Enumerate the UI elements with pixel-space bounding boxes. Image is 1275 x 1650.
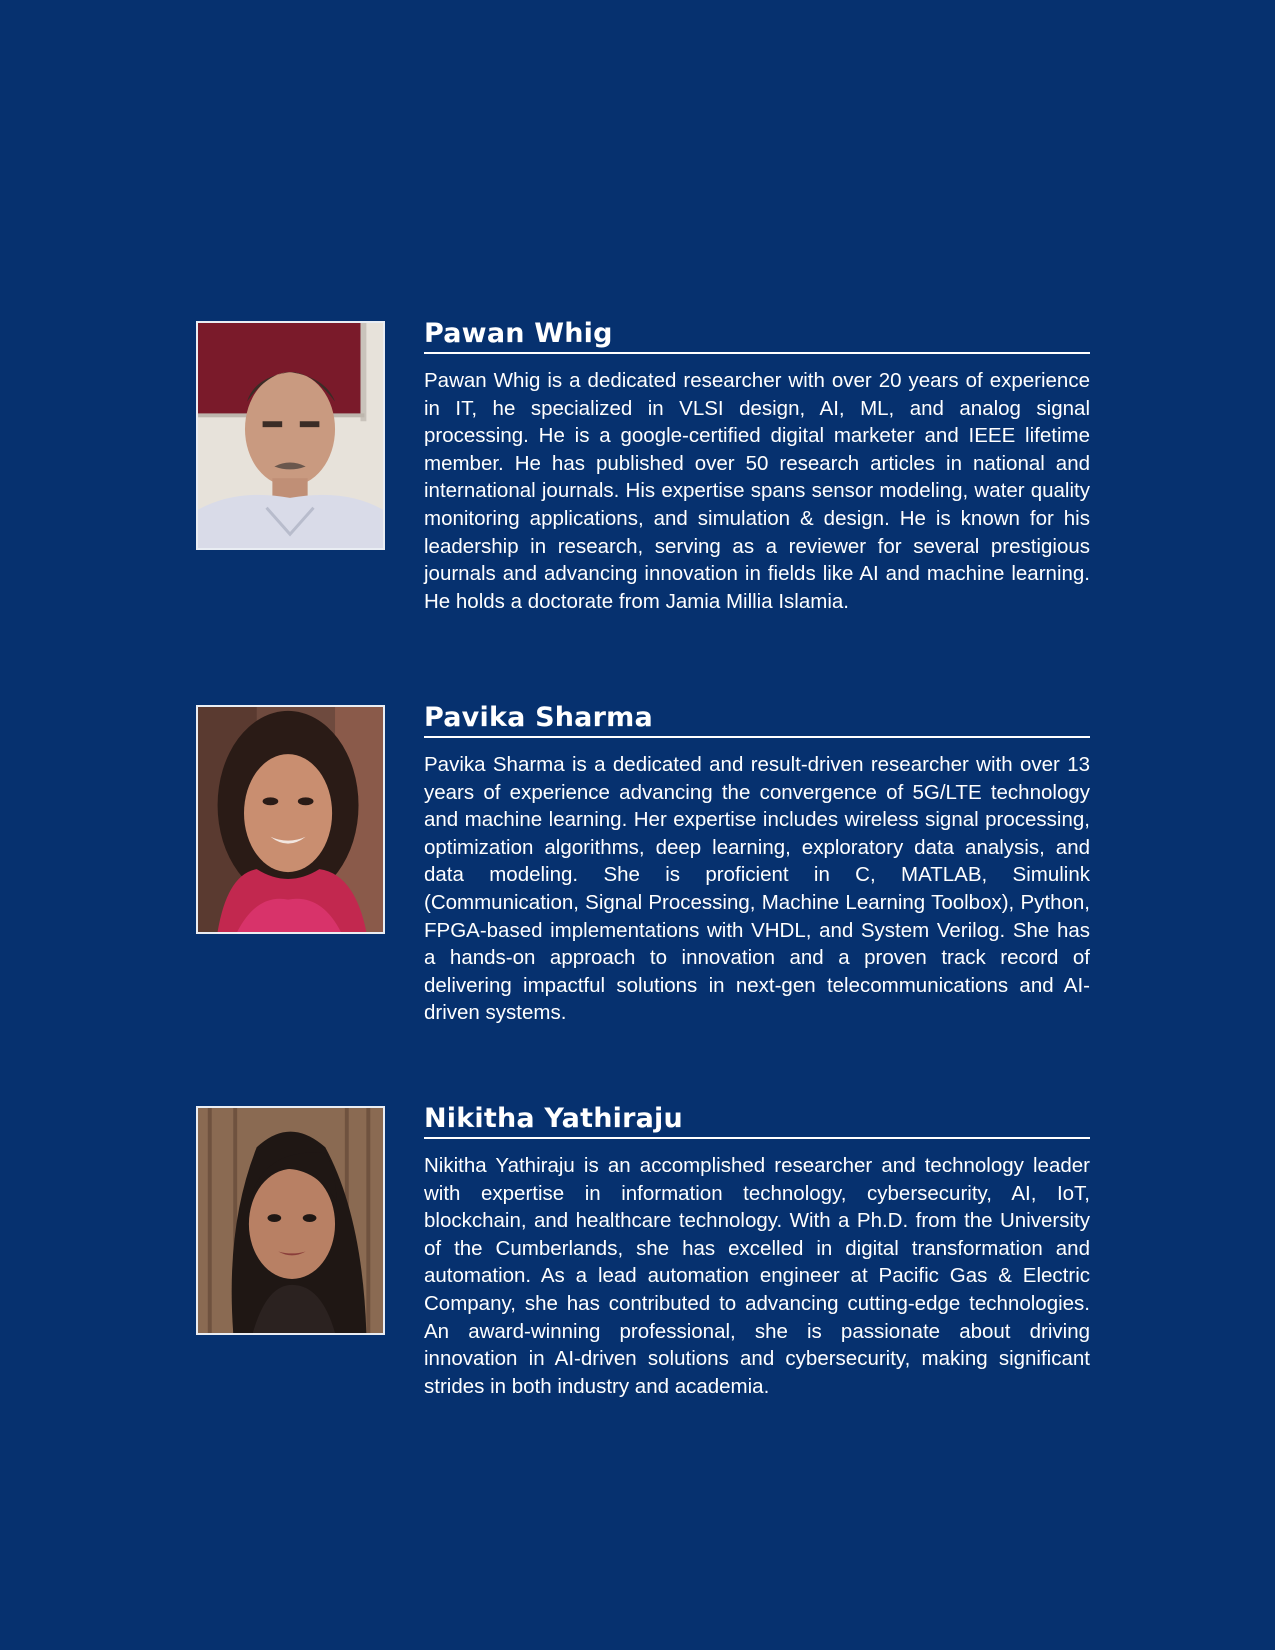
author-description: Pawan Whig is a dedicated researcher with over 20 years of experience in IT, he specialized in VLSI design, AI, ML, and analog signal processing. He is a google-certified digital marketer and IEEE lifetime member. He has published over 50 research articles in national and international journals. His expertise spans sensor modeling, water quality monitoring applications, and simulation & design. He is known for his leadership in research, serving as a reviewer for several prestigious journals and advancing innovation in fields like AI and machine learning. He holds a doctorate from Jamia Millia Islamia. xyxy=(424,369,1090,613)
author-photo xyxy=(196,1106,385,1335)
author-name: Pawan Whig xyxy=(424,318,1090,354)
author-text xyxy=(424,1103,1090,1400)
author-photo xyxy=(196,705,385,934)
author-description: Nikitha Yathiraju is an accomplished researcher and technology leader with expertise in information technology, cybersecurity, AI, IoT, blockchain, and healthcare technology. With a Ph.D. from the University of the Cumberlands, she has excelled in digital transformation and automation. As a lead automation engineer at Pacific Gas & Electric Company, she has contributed to advancing cutting-edge technologies. An award-winning professional, she is passionate about driving innovation in AI-driven solutions and cybersecurity, making significant strides in both industry and academia. xyxy=(424,1154,1090,1398)
author-text xyxy=(424,318,1090,615)
author-name: Nikitha Yathiraju xyxy=(424,1103,1090,1139)
author-photo xyxy=(196,321,385,550)
author-name: Pavika Sharma xyxy=(424,702,1090,738)
author-description: Pavika Sharma is a dedicated and result-driven researcher with over 13 years of experience advancing the convergence of 5G/LTE technology and machine learning. Her expertise includes wireless signal processing, optimization algorithms, deep learning, exploratory data analysis, and data modeling. She is proficient in C, MATLAB, Simulink (Communication, Signal Processing, Machine Learning Toolbox), Python, FPGA-based implementations with VHDL, and System Verilog. She has a hands-on approach to innovation and a proven track record of delivering impactful solutions in next-gen telecommunications and AI-driven systems. xyxy=(424,753,1090,1025)
author-text xyxy=(424,702,1090,1027)
